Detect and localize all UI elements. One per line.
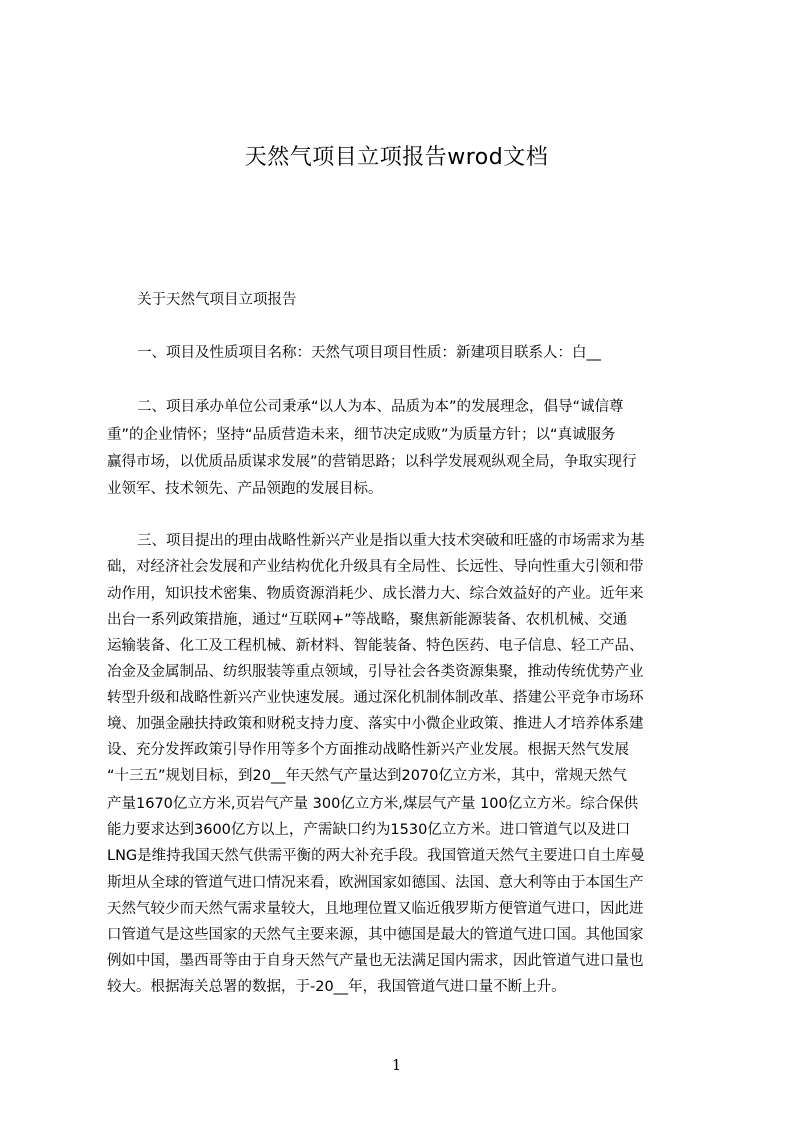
page-number: 1 bbox=[391, 1056, 402, 1074]
paragraph-item-1: 一、项目及性质项目名称：天然气项目项目性质：新建项目联系人：白__ bbox=[137, 345, 601, 361]
paragraph-line: 较大。根据海关总署的数据，于-20__年，我国管道气进口量不断上升。 bbox=[107, 979, 566, 995]
document-title: 天然气项目立项报告wrod文档 bbox=[244, 145, 549, 170]
paragraph-line: 能力要求达到3600亿方以上，产需缺口约为1530亿立方米。进口管道气以及进口 bbox=[107, 822, 631, 838]
paragraph-line: 重”的企业情怀；坚持“品质营造未来，细节决定成败”为质量方针；以“真诚服务 bbox=[107, 427, 616, 443]
paragraph-line: 天然气较少而天然气需求量较大，且地理位置又临近俄罗斯方便管道气进口，因此进 bbox=[107, 901, 644, 917]
paragraph-line: 三、项目提出的理由战略性新兴产业是指以重大技术突破和旺盛的市场需求为基 bbox=[137, 533, 645, 549]
paragraph-line: 产量1670亿立方米,页岩气产量 300亿立方米,煤层气产量 100亿立方米。综合保供 bbox=[107, 796, 639, 812]
paragraph-line: 斯坦从全球的管道气进口情况来看，欧洲国家如德国、法国、意大利等由于本国生产 bbox=[107, 875, 644, 891]
paragraph-line: 础，对经济社会发展和产业结构优化升级具有全局性、长远性、导向性重大引领和带 bbox=[107, 559, 644, 575]
paragraph-line: “十三五”规划目标，到20__年天然气产量达到2070亿立方米，其中，常规天然气 bbox=[107, 768, 627, 784]
paragraph-line: 赢得市场，以优质品质谋求发展”的营销思路；以科学发展观纵观全局，争取实现行 bbox=[107, 454, 637, 470]
paragraph-line: 设、充分发挥政策引导作用等多个方面推动战略性新兴产业发展。根据天然气发展 bbox=[107, 742, 629, 758]
paragraph-line: 境、加强金融扶持政策和财税支持力度、落实中小微企业政策、推进人才培养体系建 bbox=[107, 716, 644, 732]
paragraph-line: 口管道气是这些国家的天然气主要来源，其中德国是最大的管道气进口国。其他国家 bbox=[107, 927, 644, 943]
section-heading: 关于天然气项目立项报告 bbox=[137, 292, 297, 308]
paragraph-line: 例如中国，墨西哥等由于自身天然气产量也无法满足国内需求，因此管道气进口量也 bbox=[107, 953, 644, 969]
paragraph-line: 冶金及金属制品、纺织服装等重点领域，引导社会各类资源集聚，推动传统优势产业 bbox=[107, 664, 644, 680]
paragraph-line: LNG是维持我国天然气供需平衡的两大补充手段。我国管道天然气主要进口自土库曼 bbox=[107, 848, 645, 864]
paragraph-line: 动作用，知识技术密集、物质资源消耗少、成长潜力大、综合效益好的产业。近年来 bbox=[107, 586, 644, 602]
paragraph-line: 业领军、技术领先、产品领跑的发展目标。 bbox=[107, 481, 383, 497]
paragraph-line: 转型升级和战略性新兴产业快速发展。通过深化机制体制改革、搭建公平竞争市场环 bbox=[107, 690, 644, 706]
paragraph-line: 出台一系列政策措施，通过“互联网+”等战略，聚焦新能源装备、农机机械、交通 bbox=[107, 612, 628, 628]
paragraph-line: 二、项目承办单位公司秉承“以人为本、品质为本”的发展理念，倡导“诚信尊 bbox=[137, 399, 624, 415]
paragraph-line: 运输装备、化工及工程机械、新材料、智能装备、特色医药、电子信息、轻工产品、 bbox=[107, 638, 644, 654]
